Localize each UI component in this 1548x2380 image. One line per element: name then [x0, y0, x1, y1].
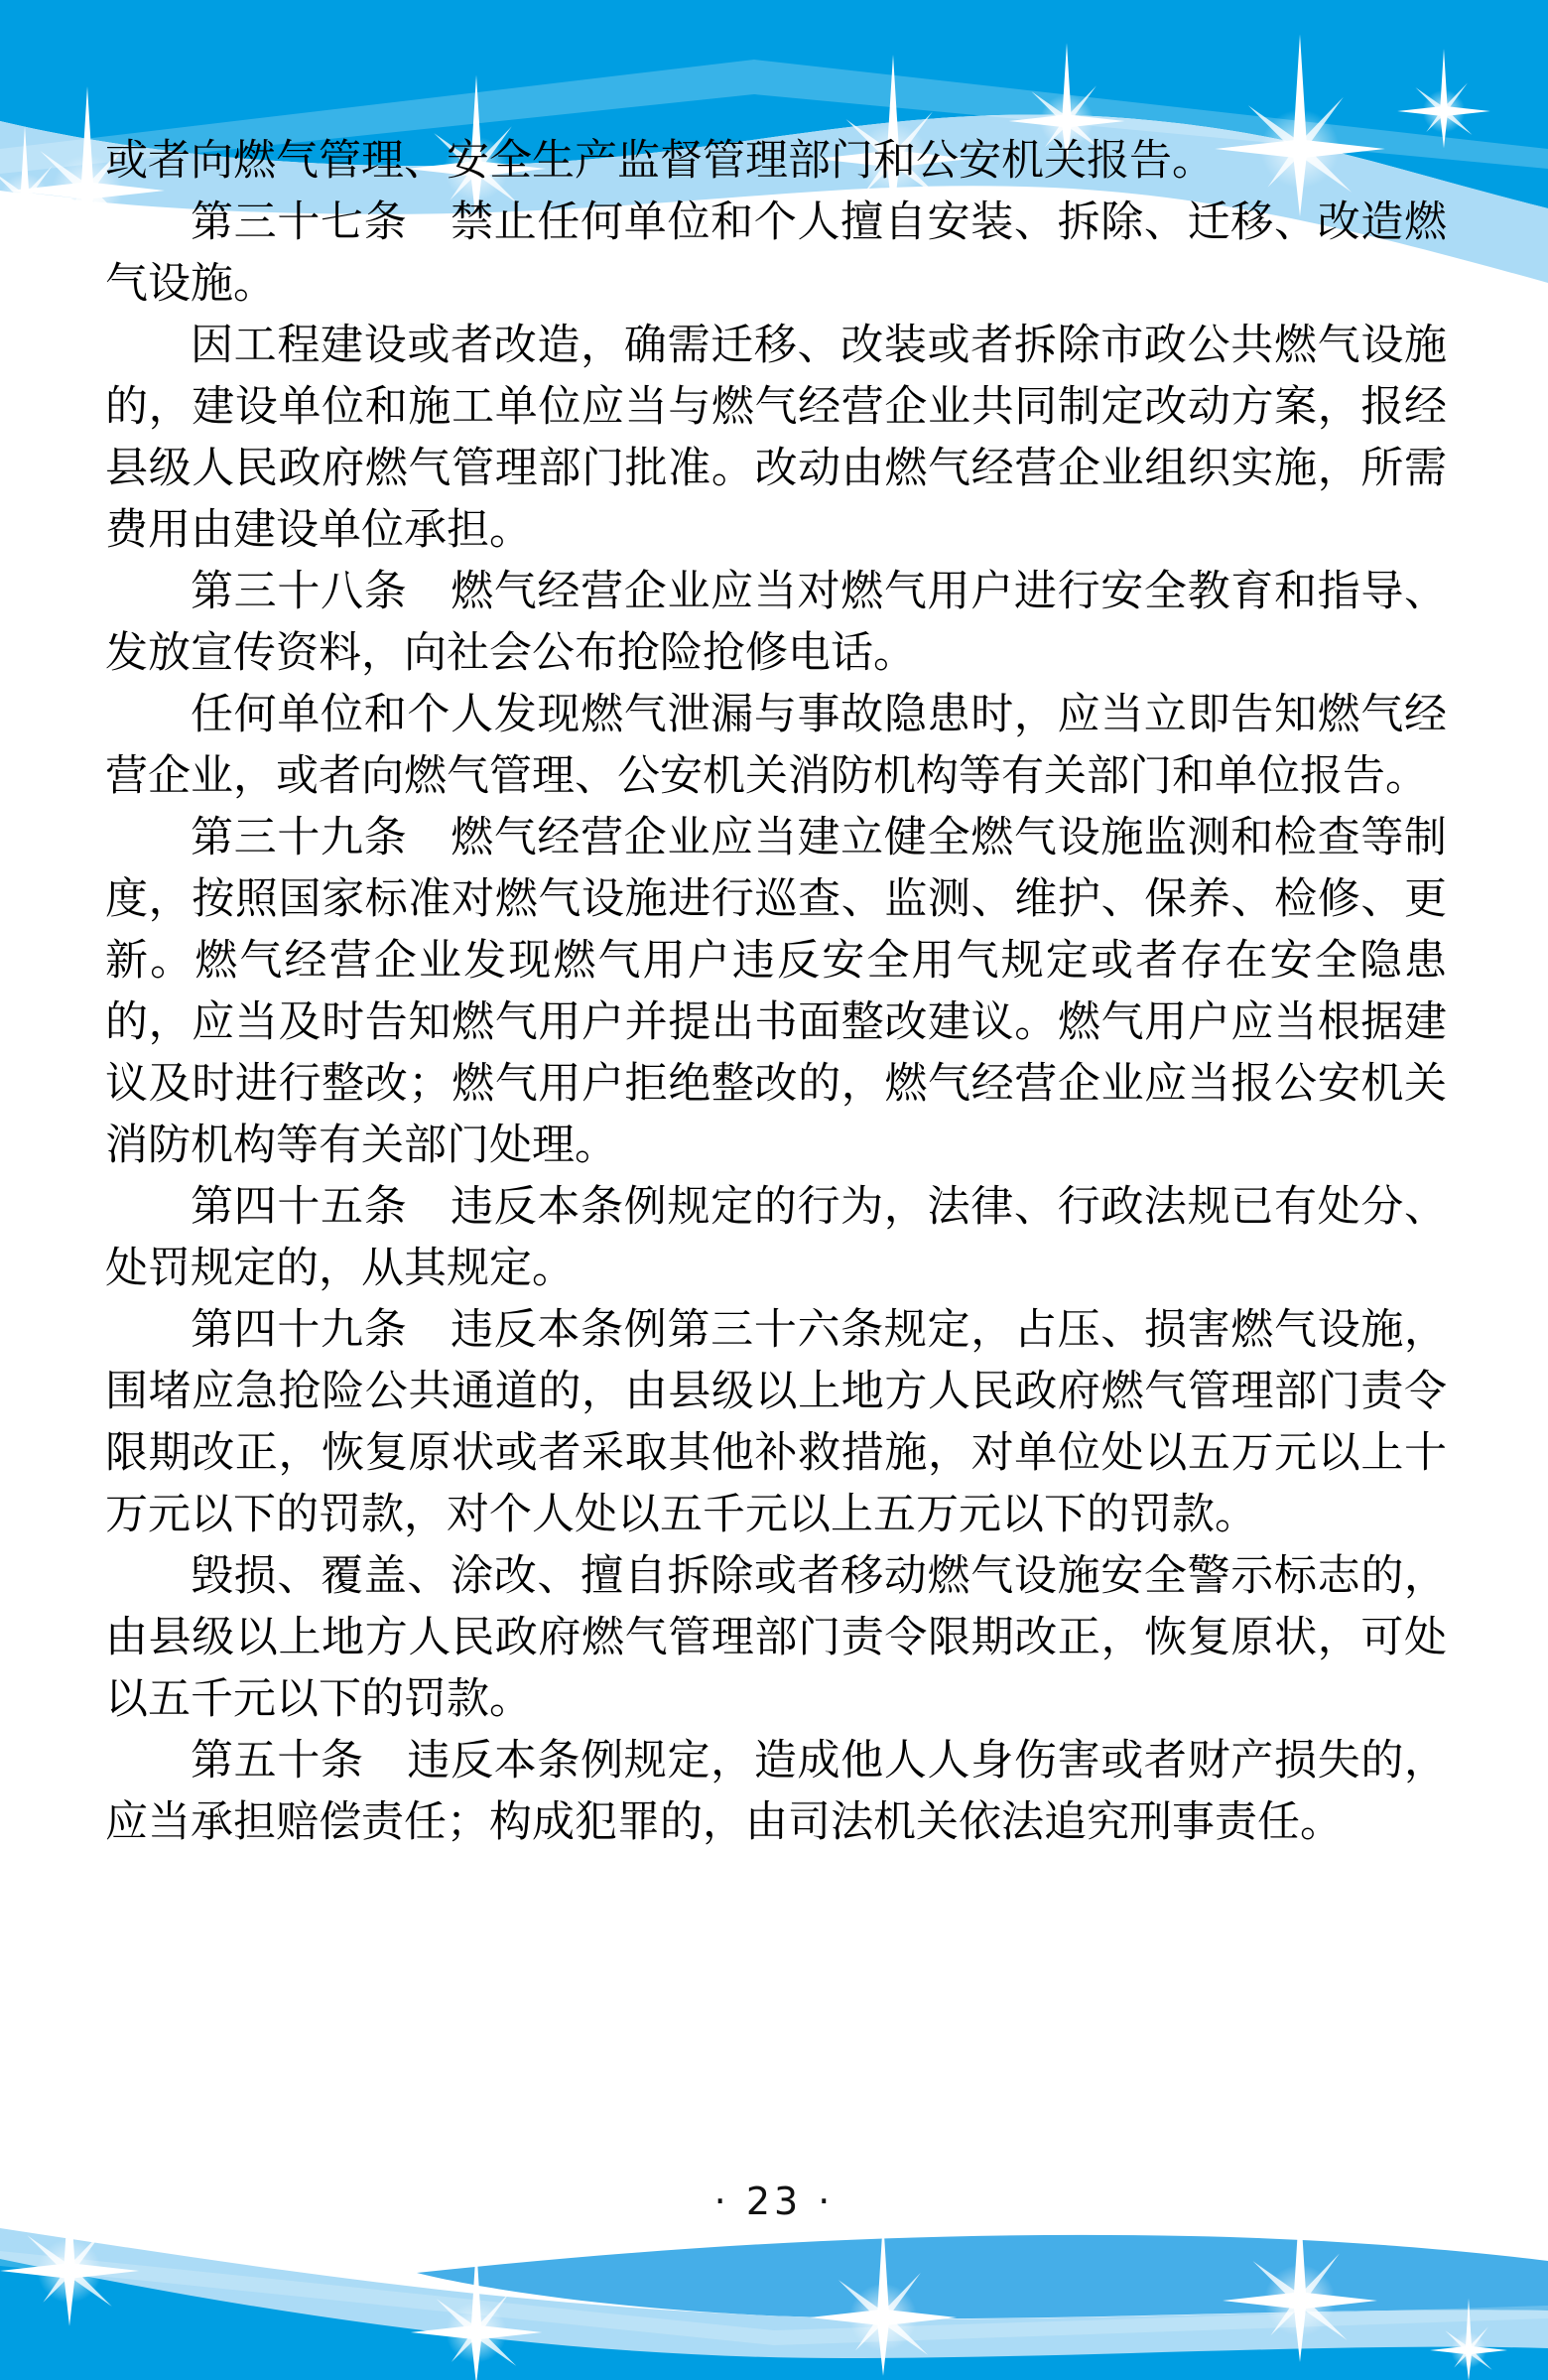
- paragraph: 毁损、覆盖、涂改、擅自拆除或者移动燃气设施安全警示标志的，由县级以上地方人民政府燃气管理部门责令限期改正，恢复原状，可处以五千元以下的罚款。: [105, 1553, 1447, 1723]
- paragraph: 或者向燃气管理、安全生产监督管理部门和公安机关报告。: [105, 138, 1215, 185]
- paragraph: 第三十九条 燃气经营企业应当建立健全燃气设施监测和检查等制度，按照国家标准对燃气设施进行巡查、监测、维护、保养、检修、更新。燃气经营企业发现燃气用户违反安全用气规定或者存在安全隐患的，应当及时告知燃气用户并提出书面整改建议。燃气用户应当根据建议及时进行整改；燃气用户拒绝整改的，燃气经营企业应当报公安机关消防机构等有关部门处理。: [105, 815, 1447, 1169]
- page-number: · 23 ·: [713, 2180, 835, 2223]
- paragraph: 第三十七条 禁止任何单位和个人擅自安装、拆除、迁移、改造燃气设施。: [105, 199, 1447, 308]
- paragraph: 第四十九条 违反本条例第三十六条规定，占压、损害燃气设施，围堵应急抢险公共通道的，由县级以上地方人民政府燃气管理部门责令限期改正，恢复原状或者采取其他补救措施，对单位处以五万元以上十万元以下的罚款，对个人处以五千元以上五万元以下的罚款。: [105, 1307, 1447, 1538]
- paragraph: 第三十八条 燃气经营企业应当对燃气用户进行安全教育和指导、发放宣传资料，向社会公布抢险抢修电话。: [105, 569, 1447, 677]
- paragraph: 任何单位和个人发现燃气泄漏与事故隐患时，应当立即告知燃气经营企业，或者向燃气管理、公安机关消防机构等有关部门和单位报告。: [105, 692, 1447, 800]
- document-body: [105, 131, 1447, 1854]
- footer-wave-decoration: [0, 2211, 1548, 2380]
- paragraph: 第四十五条 违反本条例规定的行为，法律、行政法规已有处分、处罚规定的，从其规定。: [105, 1184, 1447, 1292]
- paragraph: 因工程建设或者改造，确需迁移、改装或者拆除市政公共燃气设施的，建设单位和施工单位应当与燃气经营企业共同制定改动方案，报经县级人民政府燃气管理部门批准。改动由燃气经营企业组织实施，所需费用由建设单位承担。: [105, 323, 1447, 554]
- paragraph: 第五十条 违反本条例规定，造成他人人身伤害或者财产损失的，应当承担赔偿责任；构成犯罪的，由司法机关依法追究刑事责任。: [105, 1738, 1447, 1846]
